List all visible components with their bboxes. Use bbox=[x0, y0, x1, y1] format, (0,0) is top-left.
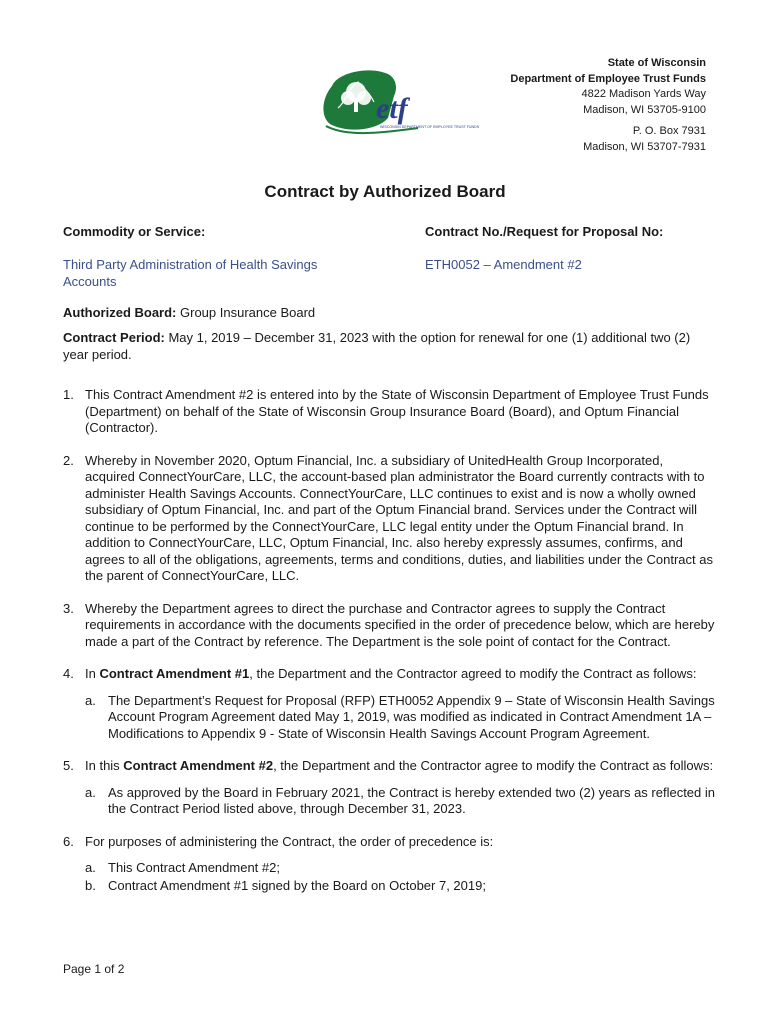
sub-list-item bbox=[85, 693, 715, 743]
sub-list-item bbox=[85, 785, 715, 818]
item-text: This Contract Amendment #2 is entered into by the State of Wisconsin Department of Employee Trust Funds (Department) on behalf of the State of Wisconsin Group Insurance Board (Board), and Optum Financial (Contractor). bbox=[85, 387, 709, 435]
etf-logo bbox=[318, 68, 480, 140]
document-title: Contract by Authorized Board bbox=[264, 182, 506, 201]
contract-period bbox=[63, 330, 713, 363]
item-text-bold: Contract Amendment #2 bbox=[123, 758, 274, 773]
sub-list bbox=[85, 785, 715, 818]
item-number: 6. bbox=[63, 833, 74, 849]
commodity-label: Commodity or Service: bbox=[63, 224, 206, 239]
item-text-post: , the Department and the Contractor agree to modify the Contract as follows: bbox=[273, 758, 714, 773]
sub-item-text: Contract Amendment #1 signed by the Board on October 7, 2019; bbox=[108, 877, 486, 893]
contract-period-value: May 1, 2019 – December 31, 2023 with the option for renewal for one (1) additional two (2) year period. bbox=[63, 330, 691, 362]
sub-item-text: This Contract Amendment #2; bbox=[108, 860, 280, 875]
contract-no-label: Contract No./Request for Proposal No: bbox=[425, 224, 664, 239]
svg-text:WISCONSIN DEPARTMENT OF EMPLOY: WISCONSIN DEPARTMENT OF EMPLOYEE TRUST FUNDS bbox=[380, 125, 480, 129]
list-item bbox=[63, 387, 715, 437]
item-text-post: , the Department and the Contractor agreed to modify the Contract as follows: bbox=[249, 666, 697, 681]
item-text-pre: In bbox=[85, 666, 100, 681]
sub-list-item bbox=[85, 860, 715, 877]
address-line-department: Department of Employee Trust Funds bbox=[510, 72, 706, 85]
sub-list bbox=[85, 860, 715, 894]
address-line-pobox-city: Madison, WI 53707-7931 bbox=[583, 140, 706, 153]
authorized-board-value: Group Insurance Board bbox=[176, 305, 316, 320]
sub-item-text: As approved by the Board in February 2021, the Contract is hereby extended two (2) years as reflected in the Contract Period listed above, through December 31, 2023. bbox=[108, 784, 716, 816]
agency-address bbox=[510, 56, 706, 155]
list-item bbox=[63, 601, 715, 651]
address-line-state: State of Wisconsin bbox=[607, 57, 706, 69]
contract-period-label: Contract Period: bbox=[63, 330, 165, 345]
address-line-pobox: P. O. Box 7931 bbox=[632, 125, 706, 137]
item-text-pre: In this bbox=[85, 758, 124, 773]
item-text: For purposes of administering the Contract, the order of precedence is: bbox=[85, 833, 494, 849]
page-number: Page 1 of 2 bbox=[63, 962, 125, 976]
sub-item-letter: a. bbox=[85, 692, 96, 708]
list-item bbox=[63, 666, 715, 742]
item-text: Whereby in November 2020, Optum Financial, Inc. a subsidiary of UnitedHealth Group Incorporated, acquired ConnectYourCare, LLC, the account-based plan administrator the Board currently contracts with to administer Health Savings Accounts. ConnectYourCare, LLC continues to exist and is now a wholly owned subsidiary of Optum Financial, Inc. and part of the Optum Financial brand. Services under the Contract will continue to be performed by the ConnectYourCare, LLC legal entity under the Optum Financial brand. In addition to ConnectYourCare, LLC, Optum Financial, Inc. also hereby expressly assumes, confirms, and agrees to all of the obligations, agreements, terms and conditions, duties, and liabilities under the Contract as the parent of ConnectYourCare, LLC. bbox=[85, 452, 713, 583]
list-item bbox=[63, 453, 715, 585]
item-text: Whereby the Department agrees to direct the purchase and Contractor agrees to supply the Contract requirements in accordance with the documents specified in the order of precedence below, which are hereby made a part of the Contract by reference. The Department is the sole point of contact for the Contract. bbox=[85, 600, 715, 649]
item-number: 4. bbox=[63, 666, 74, 681]
svg-text:etf: etf bbox=[376, 92, 408, 125]
sub-item-letter: b. bbox=[85, 877, 96, 893]
sub-item-text: The Department’s Request for Proposal (RFP) ETH0052 Appendix 9 – State of Wisconsin Health Savings Account Program Agreement dated May 1, 2019, was modified as indicated in Contract Amendment 1A – Modifications to Appendix 9 - State of Wisconsin Health Savings Account Program Agreement. bbox=[108, 692, 715, 741]
contract-terms-list bbox=[63, 387, 715, 910]
item-number: 5. bbox=[63, 758, 74, 773]
commodity-value: Third Party Administration of Health Savings Accounts bbox=[63, 257, 318, 289]
authorized-board-label: Authorized Board: bbox=[63, 305, 177, 320]
list-item bbox=[63, 834, 715, 895]
item-text-bold: Contract Amendment #1 bbox=[99, 666, 250, 681]
contract-no-value: ETH0052 – Amendment #2 bbox=[425, 257, 582, 272]
authorized-board bbox=[63, 305, 713, 322]
sub-list bbox=[85, 693, 715, 743]
address-line-street: 4822 Madison Yards Way bbox=[581, 88, 706, 100]
item-number: 2. bbox=[63, 452, 74, 468]
list-item bbox=[63, 758, 715, 818]
sub-item-letter: a. bbox=[85, 784, 96, 800]
item-number: 3. bbox=[63, 600, 74, 616]
address-line-city: Madison, WI 53705-9100 bbox=[583, 103, 706, 116]
sub-item-letter: a. bbox=[85, 860, 96, 875]
sub-list-item bbox=[85, 878, 715, 895]
item-number: 1. bbox=[63, 387, 74, 402]
